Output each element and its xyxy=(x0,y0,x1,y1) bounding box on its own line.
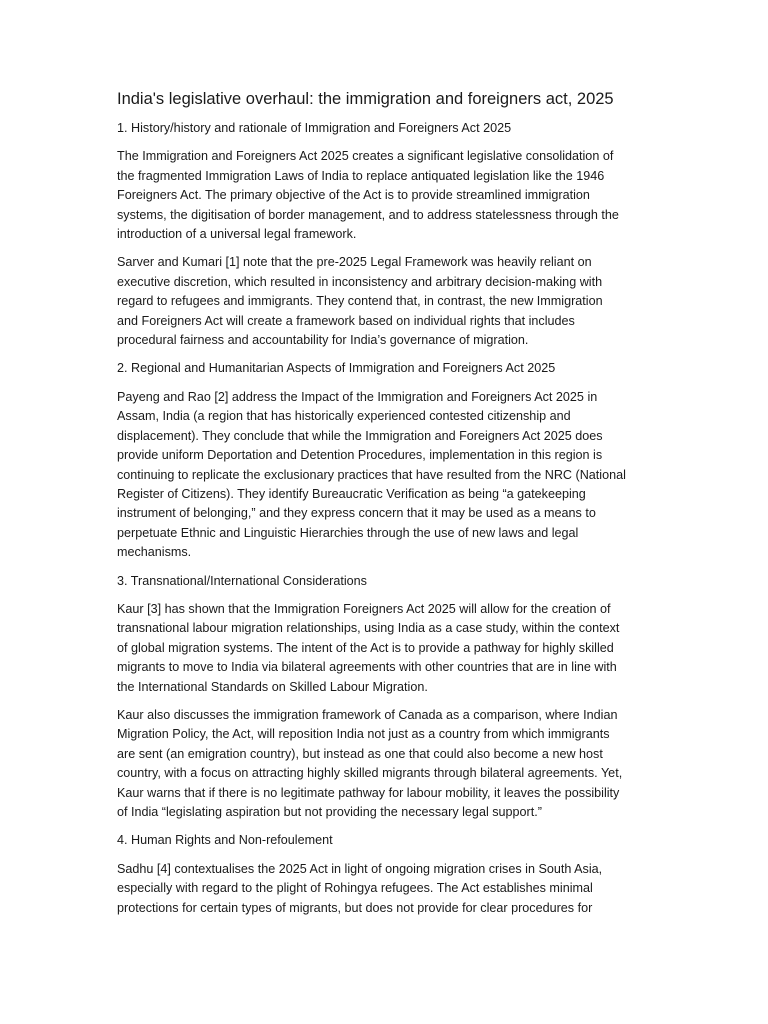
paragraph-transnational-1 xyxy=(117,600,657,697)
paragraph-history-1 xyxy=(117,147,657,244)
paragraph-line: Sarver and Kumari [1] note that the pre-2025 Legal Framework was heavily reliant on xyxy=(117,255,592,270)
paragraph-human-rights xyxy=(117,860,657,918)
section-heading-1: 1. History/history and rationale of Immigration and Foreigners Act 2025 xyxy=(117,121,512,135)
paragraph-line: protections for certain types of migrants, but does not provide for clear procedures for xyxy=(117,900,593,915)
paragraph-line: and Foreigners Act will create a framework based on individual rights that includes xyxy=(117,313,575,328)
paragraph-line: especially with regard to the plight of Rohingya refugees. The Act establishes minimal xyxy=(117,881,593,896)
paragraph-line: Migration Policy, the Act, will reposition India not just as a country from which immigrants xyxy=(117,727,610,742)
paragraph-transnational-2 xyxy=(117,706,657,822)
paragraph-line: regard to refugees and immigrants. They contend that, in contrast, the new Immigration xyxy=(117,294,603,309)
document-title: India's legislative overhaul: the immigration and foreigners act, 2025 xyxy=(117,90,614,108)
paragraph-regional xyxy=(117,388,657,563)
paragraph-line: Sadhu [4] contextualises the 2025 Act in light of ongoing migration crises in South Asia, xyxy=(117,861,603,876)
paragraph-line: mechanisms. xyxy=(117,545,192,560)
paragraph-line: perpetuate Ethnic and Linguistic Hierarchies through the use of new laws and legal xyxy=(117,525,579,540)
paragraph-line: are sent (an emigration country), but instead as one that could also become a new host xyxy=(117,746,603,761)
paragraph-line: of India “legislating aspiration but not providing the necessary legal support.” xyxy=(117,805,542,819)
paragraph-line: Register of Citizens). They identify Bureaucratic Verification as being “a gatekeeping xyxy=(117,486,586,501)
paragraph-line: Kaur also discusses the immigration framework of Canada as a comparison, where Indian xyxy=(117,707,618,722)
section-heading-2: 2. Regional and Humanitarian Aspects of Immigration and Foreigners Act 2025 xyxy=(117,361,556,376)
section-heading-3: 3. Transnational/International Considerations xyxy=(117,573,367,588)
paragraph-line: The Immigration and Foreigners Act 2025 creates a significant legislative consolidation of xyxy=(117,149,614,164)
paragraph-line: migrants to move to India via bilateral agreements with other countries that are in line with xyxy=(117,660,617,675)
paragraph-line: Kaur [3] has shown that the Immigration Foreigners Act 2025 will allow for the creation of xyxy=(117,601,611,616)
paragraph-line: systems, the digitisation of border management, and to address statelessness through the xyxy=(117,207,619,222)
paragraph-line: continuing to replicate the exclusionary practices that have resulted from the NRC (National xyxy=(117,467,626,482)
section-heading-4: 4. Human Rights and Non-refoulement xyxy=(117,833,333,848)
paragraph-line: executive discretion, which resulted in inconsistency and arbitrary decision-making with xyxy=(117,274,603,289)
paragraph-line: Payeng and Rao [2] address the Impact of the Immigration and Foreigners Act 2025 in xyxy=(117,389,598,404)
paragraph-line: the fragmented Immigration Laws of India to replace antiquated legislation like the 1946 xyxy=(117,168,605,183)
paragraph-line: introduction of a universal legal framework. xyxy=(117,227,357,242)
paragraph-line: instrument of belonging,” and they express concern that it may be used as a means to xyxy=(117,506,596,521)
paragraph-line: displacement). They conclude that while the Immigration and Foreigners Act 2025 does xyxy=(117,428,603,443)
paragraph-history-2 xyxy=(117,253,657,350)
paragraph-line: Foreigners Act. The primary objective of the Act is to provide streamlined immigration xyxy=(117,188,590,203)
paragraph-line: provide uniform Deportation and Detention Procedures, implementation in this region is xyxy=(117,448,603,463)
paragraph-line: transnational labour migration relationships, using India as a case study, within the context xyxy=(117,621,620,636)
document-page xyxy=(117,88,657,927)
paragraph-line: of global migration systems. The intent of the Act is to provide a pathway for highly skilled xyxy=(117,640,614,655)
paragraph-line: procedural fairness and accountability for India’s governance of migration. xyxy=(117,333,529,348)
paragraph-line: Kaur warns that if there is no legitimate pathway for labour mobility, it leaves the possibility xyxy=(117,785,620,800)
paragraph-line: country, with a focus on attracting highly skilled migrants through bilateral agreements. Yet, xyxy=(117,766,623,781)
paragraph-line: Assam, India (a region that has historically experienced contested citizenship and xyxy=(117,409,571,424)
paragraph-line: the International Standards on Skilled Labour Migration. xyxy=(117,679,428,694)
